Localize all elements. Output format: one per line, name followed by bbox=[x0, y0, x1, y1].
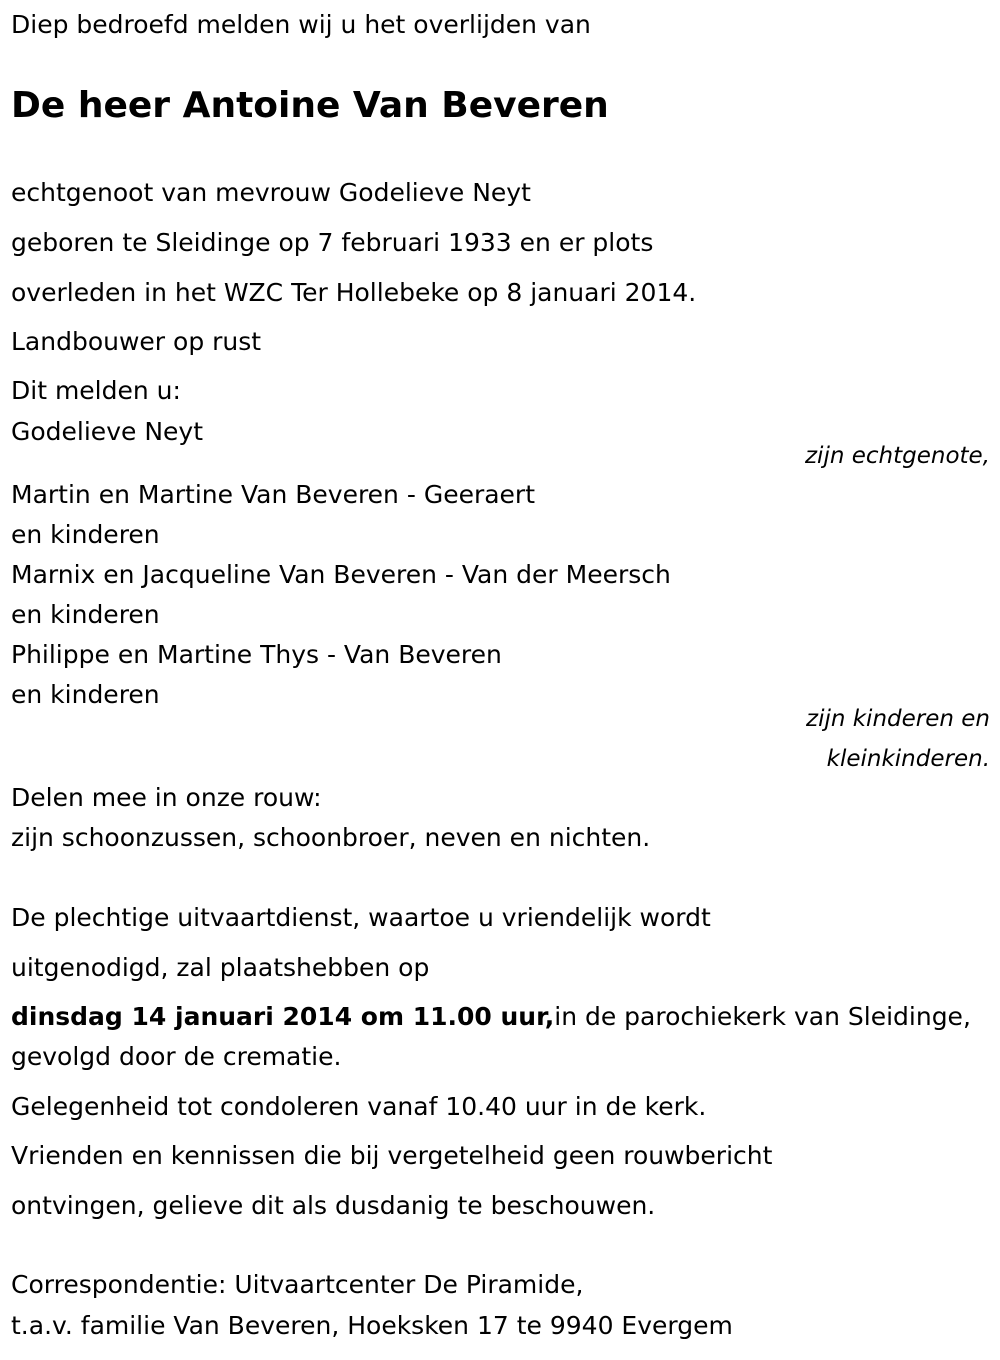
announcer-spouse-name: Godelieve Neyt bbox=[11, 417, 203, 446]
bio-died: overleden in het WZC Ter Hollebeke op 8 januari 2014. bbox=[11, 278, 697, 307]
mourning-text: zijn schoonzussen, schoonbroer, neven en nichten. bbox=[11, 823, 651, 852]
bio-occupation: Landbouwer op rust bbox=[11, 327, 262, 356]
service-line-1: De plechtige uitvaartdienst, waartoe u vriendelijk wordt bbox=[11, 903, 711, 932]
correspondence-line-1: Correspondentie: Uitvaartcenter De Piramide, bbox=[11, 1270, 584, 1299]
bio-born: geboren te Sleidinge op 7 februari 1933 en er plots bbox=[11, 228, 654, 257]
intro-text: Diep bedroefd melden wij u het overlijden van bbox=[11, 10, 591, 39]
service-date-line bbox=[11, 1002, 971, 1032]
condolences-text: Gelegenheid tot condoleren vanaf 10.40 uur in de kerk. bbox=[11, 1092, 707, 1121]
child-couple-3: Philippe en Martine Thys - Van Beveren bbox=[11, 640, 502, 669]
child-kids-2: en kinderen bbox=[11, 600, 160, 629]
mourning-heading: Delen mee in onze rouw: bbox=[11, 783, 322, 812]
service-line-2: uitgenodigd, zal plaatshebben op bbox=[11, 953, 430, 982]
notice-line-1: Vrienden en kennissen die bij vergetelheid geen rouwbericht bbox=[11, 1141, 773, 1170]
service-date: dinsdag 14 januari 2014 om 11.00 uur, bbox=[11, 1002, 555, 1031]
announcer-spouse-role: zijn echtgenote, bbox=[804, 443, 990, 469]
deceased-name: De heer Antoine Van Beveren bbox=[11, 85, 609, 126]
child-couple-2: Marnix en Jacqueline Van Beveren - Van der Meersch bbox=[11, 560, 671, 589]
announcers-heading: Dit melden u: bbox=[11, 376, 181, 405]
child-kids-3: en kinderen bbox=[11, 680, 160, 709]
service-place: in de parochiekerk van Sleidinge, bbox=[554, 1002, 971, 1031]
bio-spouse: echtgenoot van mevrouw Godelieve Neyt bbox=[11, 178, 531, 207]
service-line-4: gevolgd door de crematie. bbox=[11, 1042, 342, 1071]
child-kids-1: en kinderen bbox=[11, 520, 160, 549]
notice-line-2: ontvingen, gelieve dit als dusdanig te beschouwen. bbox=[11, 1191, 656, 1220]
children-role-line-1: zijn kinderen en bbox=[806, 706, 990, 732]
child-couple-1: Martin en Martine Van Beveren - Geeraert bbox=[11, 480, 536, 509]
correspondence-line-2: t.a.v. familie Van Beveren, Hoeksken 17 te 9940 Evergem bbox=[11, 1311, 733, 1340]
children-role-line-2: kleinkinderen. bbox=[826, 746, 990, 772]
